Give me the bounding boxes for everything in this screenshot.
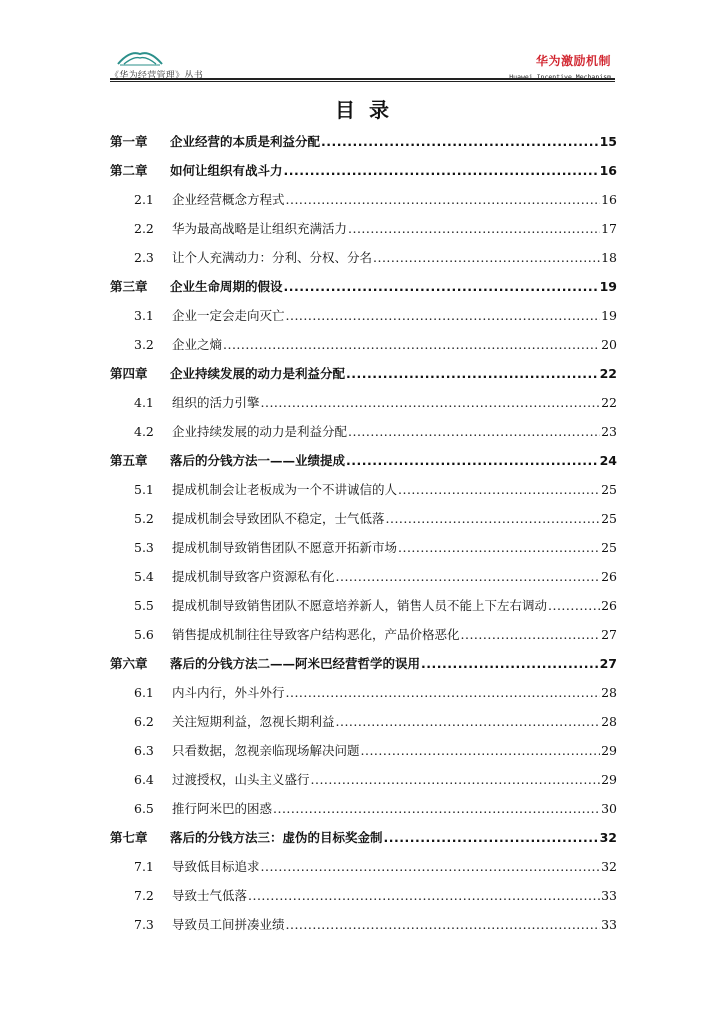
- toc-page-number: 25: [601, 482, 617, 497]
- toc-entry-title: 提成机制会导致团队不稳定，士气低落: [172, 511, 385, 526]
- toc-section-entry[interactable]: [110, 794, 617, 823]
- toc-entry-number: 5.5: [134, 598, 154, 613]
- toc-entry-title: 企业经营概念方程式: [172, 192, 285, 207]
- toc-dot-leader: [361, 736, 601, 765]
- toc-dot-leader: [461, 620, 601, 649]
- toc-entry-number: 第五章: [110, 453, 148, 468]
- toc-entry-number: 第七章: [110, 830, 148, 845]
- toc-dot-leader: [273, 794, 600, 823]
- header-rule: [110, 78, 615, 82]
- toc-entry-title: 企业生命周期的假设: [170, 279, 283, 294]
- toc-page-number: 16: [601, 192, 617, 207]
- toc-section-entry[interactable]: [110, 852, 617, 881]
- toc-entry-number: 5.6: [134, 627, 154, 642]
- toc-entry-title: 关注短期利益，忽视长期利益: [172, 714, 335, 729]
- toc-entry-number: 2.2: [134, 221, 154, 236]
- page-header: [110, 46, 615, 80]
- toc-page-number: 32: [599, 830, 617, 845]
- toc-page-number: 26: [601, 598, 617, 613]
- toc-dot-leader: [384, 823, 599, 852]
- toc-entry-title: 落后的分钱方法一——业绩提成: [170, 453, 346, 468]
- table-of-contents: [110, 127, 617, 939]
- toc-dot-leader: [286, 185, 601, 214]
- toc-entry-title: 企业经营的本质是利益分配: [170, 134, 321, 149]
- toc-chapter-entry[interactable]: [110, 272, 617, 301]
- toc-section-entry[interactable]: [110, 243, 617, 272]
- toc-entry-title: 导致员工间拼凑业绩: [172, 917, 285, 932]
- toc-entry-number: 6.4: [134, 772, 154, 787]
- toc-section-entry[interactable]: [110, 678, 617, 707]
- toc-entry-number: 6.1: [134, 685, 154, 700]
- toc-page-number: 23: [601, 424, 617, 439]
- toc-chapter-entry[interactable]: [110, 649, 617, 678]
- toc-entry-title: 只看数据，忽视亲临现场解决问题: [172, 743, 360, 758]
- toc-entry-title: 如何让组织有战斗力: [170, 163, 283, 178]
- toc-dot-leader: [346, 446, 599, 475]
- toc-dot-leader: [386, 504, 601, 533]
- toc-entry-number: 6.3: [134, 743, 154, 758]
- toc-entry-number: 7.1: [134, 859, 154, 874]
- toc-entry-number: 3.1: [134, 308, 154, 323]
- toc-dot-leader: [346, 359, 599, 388]
- toc-chapter-entry[interactable]: [110, 156, 617, 185]
- toc-entry-title: 推行阿米巴的困惑: [172, 801, 273, 816]
- toc-entry-number: 6.2: [134, 714, 154, 729]
- toc-section-entry[interactable]: [110, 417, 617, 446]
- toc-page-number: 22: [601, 395, 617, 410]
- brand-title: 华为激励机制: [535, 54, 611, 68]
- toc-page-number: 29: [601, 743, 617, 758]
- toc-section-entry[interactable]: [110, 330, 617, 359]
- toc-entry-number: 5.2: [134, 511, 154, 526]
- toc-section-entry[interactable]: [110, 910, 617, 939]
- toc-page-number: 19: [599, 279, 617, 294]
- toc-section-entry[interactable]: [110, 533, 617, 562]
- toc-entry-number: 第一章: [110, 134, 148, 149]
- toc-page-number: 17: [601, 221, 617, 236]
- toc-entry-title: 企业持续发展的动力是利益分配: [170, 366, 346, 381]
- toc-page-number: 25: [601, 540, 617, 555]
- toc-chapter-entry[interactable]: [110, 127, 617, 156]
- toc-section-entry[interactable]: [110, 736, 617, 765]
- toc-page-number: 27: [599, 656, 617, 671]
- toc-section-entry[interactable]: [110, 707, 617, 736]
- toc-dot-leader: [398, 533, 600, 562]
- toc-chapter-entry[interactable]: [110, 446, 617, 475]
- toc-entry-title: 导致低目标追求: [172, 859, 260, 874]
- toc-page-number: 24: [599, 453, 617, 468]
- toc-section-entry[interactable]: [110, 388, 617, 417]
- toc-dot-leader: [286, 678, 601, 707]
- toc-entry-title: 提成机制导致客户资源私有化: [172, 569, 335, 584]
- toc-entry-number: 2.3: [134, 250, 154, 265]
- toc-page-number: 26: [601, 569, 617, 584]
- toc-entry-title: 提成机制导致销售团队不愿意培养新人，销售人员不能上下左右调动: [172, 598, 548, 613]
- toc-dot-leader: [223, 330, 600, 359]
- toc-dot-leader: [284, 272, 599, 301]
- toc-entry-title: 内斗内行，外斗外行: [172, 685, 285, 700]
- toc-section-entry[interactable]: [110, 301, 617, 330]
- toc-dot-leader: [398, 475, 600, 504]
- toc-section-entry[interactable]: [110, 475, 617, 504]
- toc-entry-title: 企业持续发展的动力是利益分配: [172, 424, 348, 439]
- toc-entry-number: 第二章: [110, 163, 148, 178]
- toc-dot-leader: [321, 127, 599, 156]
- toc-dot-leader: [286, 301, 601, 330]
- toc-entry-title: 组织的活力引擎: [172, 395, 260, 410]
- toc-dot-leader: [548, 591, 600, 620]
- toc-dot-leader: [348, 214, 600, 243]
- toc-page-number: 22: [599, 366, 617, 381]
- toc-page-number: 19: [601, 308, 617, 323]
- mountain-logo-icon: [116, 48, 164, 68]
- toc-dot-leader: [421, 649, 599, 678]
- toc-dot-leader: [286, 910, 601, 939]
- toc-dot-leader: [261, 388, 601, 417]
- toc-entry-number: 第六章: [110, 656, 148, 671]
- brand-subtitle: Huawei Incentive Mechanism: [509, 73, 611, 81]
- toc-entry-title: 提成机制会让老板成为一个不讲诚信的人: [172, 482, 398, 497]
- toc-page-number: 33: [601, 917, 617, 932]
- toc-entry-title: 企业之熵: [172, 337, 223, 352]
- toc-page-number: 33: [601, 888, 617, 903]
- toc-section-entry[interactable]: [110, 591, 617, 620]
- brand: [509, 52, 611, 81]
- toc-entry-title: 销售提成机制往往导致客户结构恶化，产品价格恶化: [172, 627, 460, 642]
- toc-dot-leader: [284, 156, 599, 185]
- toc-dot-leader: [373, 243, 600, 272]
- toc-entry-number: 6.5: [134, 801, 154, 816]
- toc-page-number: 25: [601, 511, 617, 526]
- toc-entry-number: 2.1: [134, 192, 154, 207]
- toc-chapter-entry[interactable]: [110, 823, 617, 852]
- toc-dot-leader: [336, 707, 601, 736]
- toc-dot-leader: [311, 765, 601, 794]
- toc-section-entry[interactable]: [110, 620, 617, 649]
- toc-section-entry[interactable]: [110, 185, 617, 214]
- toc-entry-number: 3.2: [134, 337, 154, 352]
- toc-entry-title: 让个人充满动力：分利、分权、分名: [172, 250, 373, 265]
- toc-page-number: 28: [601, 685, 617, 700]
- toc-entry-number: 7.3: [134, 917, 154, 932]
- toc-section-entry[interactable]: [110, 881, 617, 910]
- toc-entry-number: 5.3: [134, 540, 154, 555]
- toc-entry-number: 5.4: [134, 569, 154, 584]
- toc-page-number: 32: [601, 859, 617, 874]
- toc-page-number: 16: [599, 163, 617, 178]
- toc-entry-title: 导致士气低落: [172, 888, 248, 903]
- toc-entry-number: 第四章: [110, 366, 148, 381]
- toc-chapter-entry[interactable]: [110, 359, 617, 388]
- toc-page-number: 28: [601, 714, 617, 729]
- toc-section-entry[interactable]: [110, 562, 617, 591]
- toc-entry-title: 企业一定会走向灭亡: [172, 308, 285, 323]
- toc-dot-leader: [348, 417, 600, 446]
- toc-page-number: 30: [601, 801, 617, 816]
- toc-entry-number: 4.1: [134, 395, 154, 410]
- toc-title: 目录: [335, 98, 403, 122]
- toc-entry-number: 第三章: [110, 279, 148, 294]
- toc-entry-number: 5.1: [134, 482, 154, 497]
- series-label: 《华为经营管理》丛书: [110, 71, 204, 81]
- toc-entry-title: 华为最高战略是让组织充满活力: [172, 221, 348, 236]
- toc-section-entry[interactable]: [110, 765, 617, 794]
- toc-page-number: 18: [601, 250, 617, 265]
- toc-entry-title: 落后的分钱方法三：虚伪的目标奖金制: [170, 830, 383, 845]
- toc-page-number: 27: [601, 627, 617, 642]
- toc-entry-title: 提成机制导致销售团队不愿意开拓新市场: [172, 540, 398, 555]
- toc-entry-title: 落后的分钱方法二——阿米巴经营哲学的误用: [170, 656, 421, 671]
- toc-page-number: 29: [601, 772, 617, 787]
- toc-entry-number: 4.2: [134, 424, 154, 439]
- toc-dot-leader: [336, 562, 601, 591]
- toc-section-entry[interactable]: [110, 214, 617, 243]
- toc-dot-leader: [248, 881, 600, 910]
- toc-dot-leader: [261, 852, 601, 881]
- toc-page-number: 20: [601, 337, 617, 352]
- toc-page-number: 15: [599, 134, 617, 149]
- toc-section-entry[interactable]: [110, 504, 617, 533]
- toc-entry-number: 7.2: [134, 888, 154, 903]
- toc-entry-title: 过渡授权，山头主义盛行: [172, 772, 310, 787]
